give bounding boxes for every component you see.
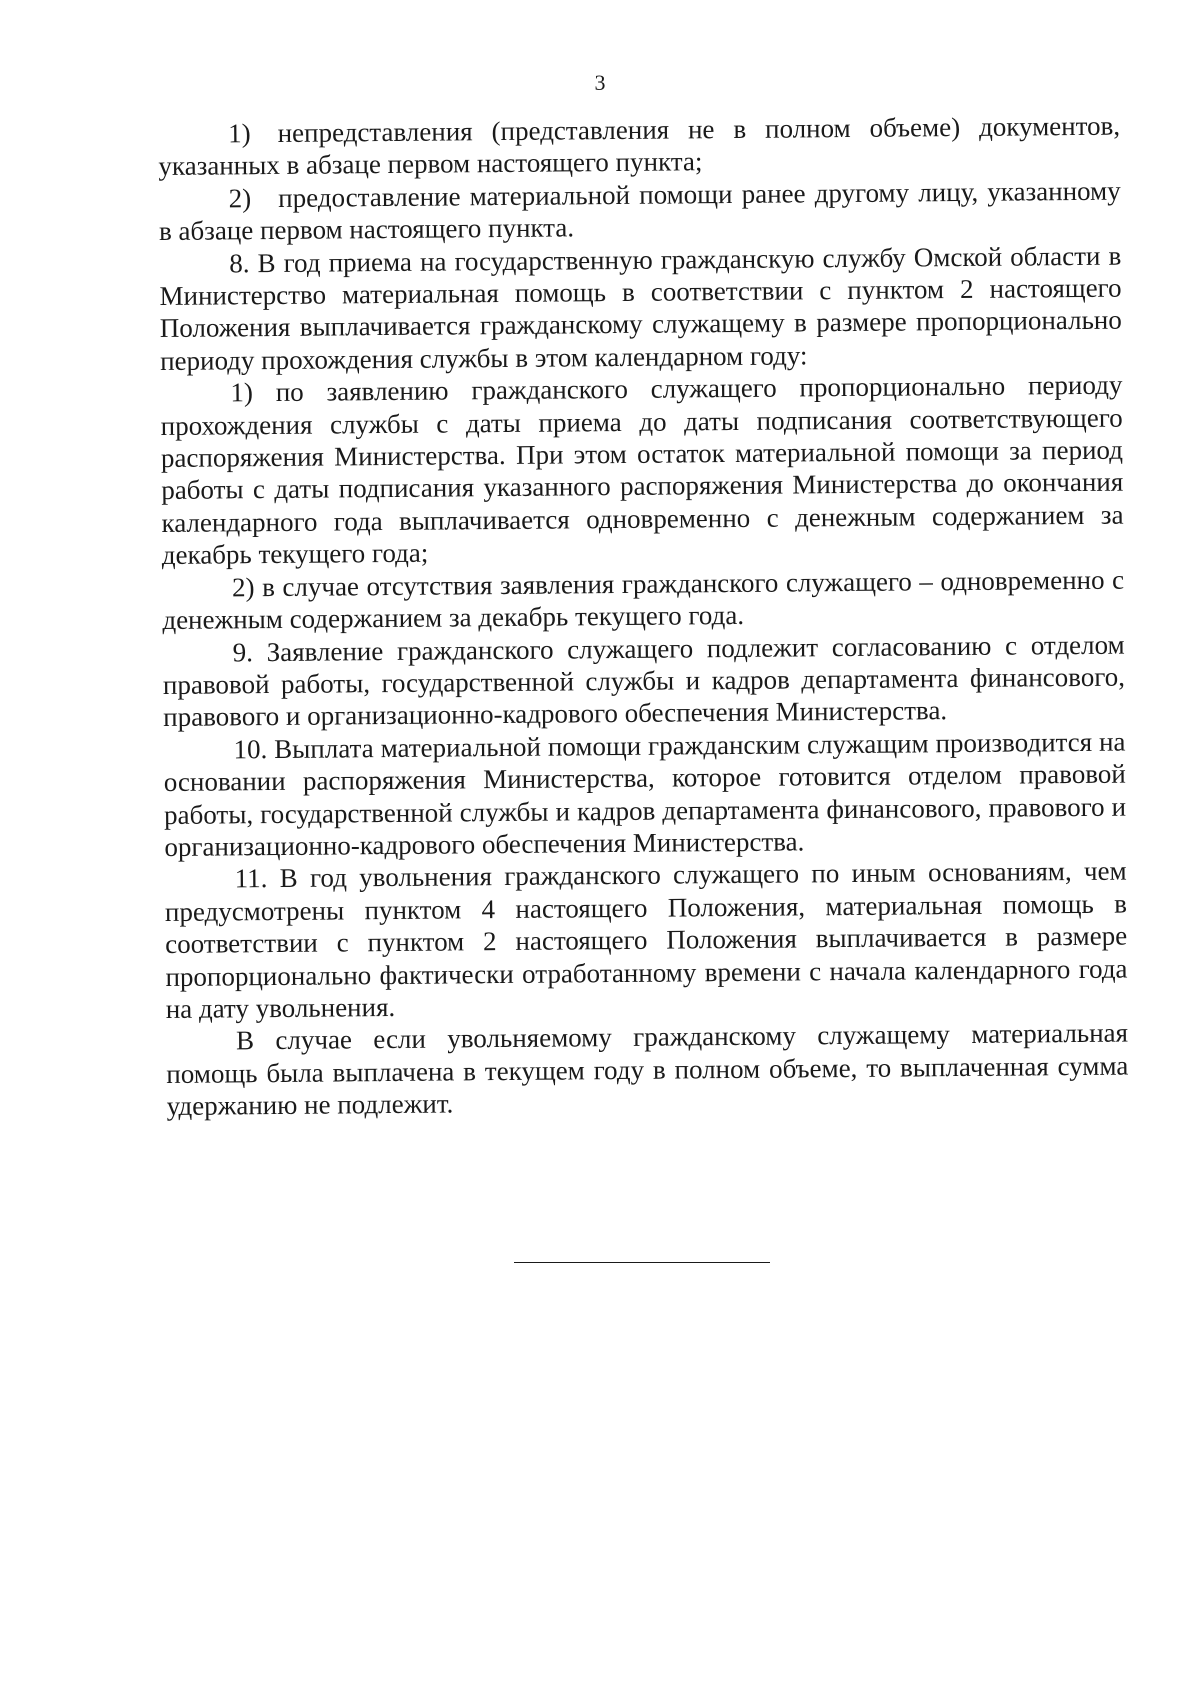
paragraph-point-9: 9. Заявление гражданского служащего подлежит согласованию с отделом правовой работы, государственной службы и кадров департамента финансового, правового и организационно-кадрового обеспечения Министерства.	[162, 629, 1126, 733]
paragraph-item-8-2: 2) в случае отсутствия заявления гражданского служащего – одновременно с денежным содержанием за декабрь текущего года.	[162, 564, 1125, 636]
paragraph-point-8: 8. В год приема на государственную гражданскую службу Омской области в Министерство материальная помощь в соответствии с пунктом 2 настоящего Положения выплачивается гражданскому служащему в размере пропорционально периоду прохождения службы в этом календарном году:	[159, 240, 1122, 376]
paragraph-point-11-note: В случае если увольняемому гражданскому служащему материальная помощь была выплачена в текущем году в полном объеме, то выплаченная сумма удержанию не подлежит.	[166, 1017, 1129, 1122]
paragraph-point-10: 10. Выплата материальной помощи гражданским служащим производится на основании распоряжения Министерства, которое готовится отделом правовой работы, государственной службы и кадров департамента финансового, правового и организационно-кадрового обеспечения Министерства.	[163, 726, 1127, 862]
paragraph-point-11: 11. В год увольнения гражданского служащего по иным основаниям, чем предусмотрены пунктом 4 настоящего Положения, материальная помощь в соответствии с пунктом 2 настоящего Положения выплачивается в размере пропорционально фактически отработанному времени с начала календарного года на дату увольнения.	[164, 855, 1128, 1024]
paragraph-item-8-1: 1) по заявлению гражданского служащего пропорционально периоду прохождения службы с даты приема до даты подписания соответствующего распоряжения Министерства. При этом остаток материальной помощи за период работы с даты подписания указанного распоряжения Министерства до окончания календарного года выплачивается одновременно с денежным содержанием за декабрь текущего года;	[160, 369, 1124, 571]
paragraph-item-7-2: 2) предоставление материальной помощи ранее другому лицу, указанному в абзаце первом настоящего пункта.	[158, 175, 1121, 247]
end-of-document-rule	[514, 1262, 770, 1263]
page-number: 3	[594, 70, 606, 95]
paragraph-item-7-1: 1) непредставления (представления не в полном объеме) документов, указанных в абзаце первом настоящего пункта;	[158, 110, 1121, 182]
document-body	[158, 110, 1129, 1123]
